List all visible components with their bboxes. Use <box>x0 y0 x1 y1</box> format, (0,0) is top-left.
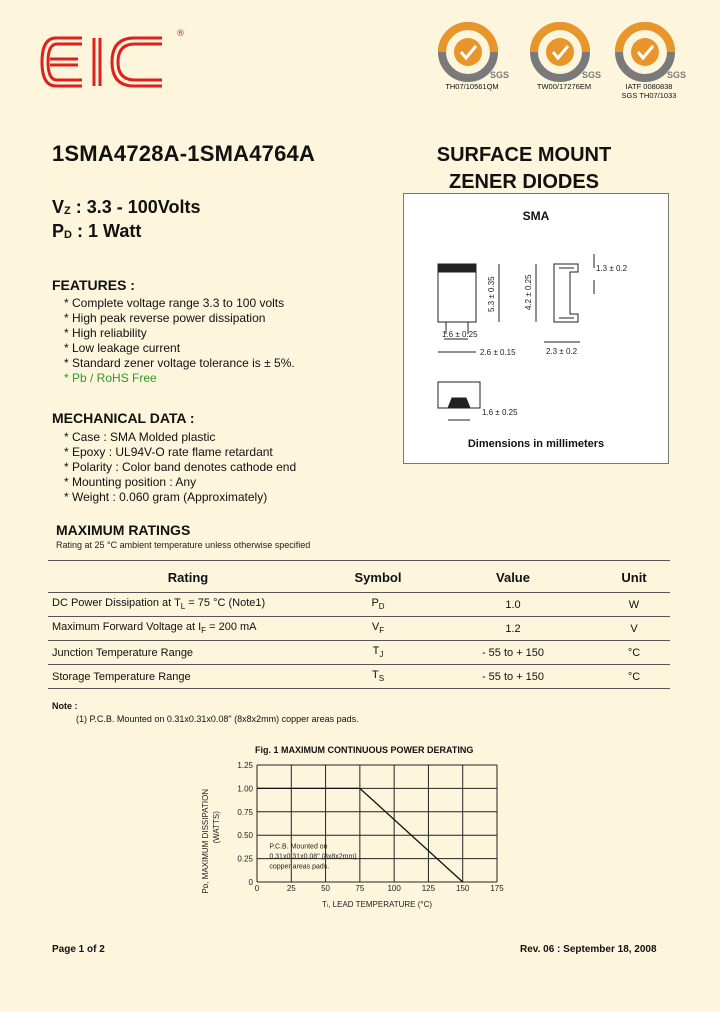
list-item: * Polarity : Color band denotes cathode end <box>64 460 297 474</box>
features-list <box>64 296 295 386</box>
list-item: * Mounting position : Any <box>64 475 197 489</box>
y-axis-label: Pᴅ, MAXIMUM DISSIPATION <box>201 788 210 894</box>
ratings-condition: Rating at 25 °C ambient temperature unless otherwise specified <box>56 540 311 550</box>
revision: Rev. 06 : September 18, 2008 <box>520 944 657 955</box>
x-tick-label: 100 <box>387 884 401 893</box>
column-header: Unit <box>598 561 670 593</box>
list-item: * Case : SMA Molded plastic <box>64 430 216 444</box>
x-tick-label: 25 <box>286 884 296 893</box>
list-item: * Weight : 0.060 gram (Approximately) <box>64 490 268 504</box>
features-heading: FEATURES : <box>52 277 135 293</box>
dim-label: 1.6 ± 0.25 <box>442 330 478 339</box>
mechanical-heading: MECHANICAL DATA : <box>52 410 195 426</box>
page-number: Page 1 of 2 <box>52 944 105 955</box>
pd-spec: $P_D$ : 1 Watt <box>52 221 142 241</box>
x-axis-label: Tₗ, LEAD TEMPERATURE (°C) <box>322 900 433 909</box>
list-item: * Complete voltage range 3.3 to 100 volts <box>64 296 285 310</box>
chart-annotation: P.C.B. Mounted on <box>269 843 328 851</box>
mechanical-list <box>64 430 296 505</box>
table-row: DC Power Dissipation at $T_L = 75$ °C (Note1) $P_D$ 1.0 W <box>48 593 670 617</box>
ratings-title: MAXIMUM RATINGS <box>56 522 191 538</box>
column-header: Rating <box>48 561 328 593</box>
eic-logo <box>38 24 188 94</box>
derating-chart <box>190 752 520 922</box>
list-item: * Epoxy : UL94V-O rate flame retardant <box>64 445 273 459</box>
table-row: Maximum Forward Voltage at $I_F = 200$ mA $V_F$ 1.2 V <box>48 617 670 641</box>
svg-text:SGS: SGS <box>490 70 510 80</box>
ratings-table <box>48 560 670 689</box>
x-tick-label: 75 <box>355 884 365 893</box>
y-tick-label: 1.25 <box>237 761 253 770</box>
package-name: SMA <box>522 209 550 223</box>
chart-annotation: copper areas pads. <box>269 863 330 871</box>
cert-caption: IATF 0080838 <box>625 82 673 91</box>
cert-badge-ts16949 <box>604 22 694 100</box>
package-dimension-box <box>403 193 669 464</box>
x-tick-label: 125 <box>421 884 436 893</box>
vz-spec: $V_Z$ : 3.3 - 100Volts <box>52 197 201 217</box>
cert-badge-iso14001 <box>519 22 609 91</box>
cert-caption: TW00/17276EM <box>536 82 592 91</box>
part-number-title: 1SMA4728A-1SMA4764A <box>52 141 316 166</box>
column-header: Value <box>428 561 598 593</box>
y-tick-label: 0 <box>248 878 253 887</box>
svg-text:SGS: SGS <box>667 70 687 80</box>
note-block: Note : (1) P.C.B. Mounted on 0.31x0.31x0.08" (8x8x2mm) copper areas pads. <box>52 701 359 724</box>
chart-title: Fig. 1 MAXIMUM CONTINUOUS POWER DERATING <box>255 745 474 755</box>
y-tick-label: 0.75 <box>237 807 253 817</box>
dim-label: 4.2 ± 0.25 <box>524 274 533 310</box>
cert-caption: TH07/10561QM <box>445 82 499 91</box>
dim-label: 1.3 ± 0.2 <box>596 264 628 273</box>
svg-text:SGS: SGS <box>582 70 602 80</box>
y-axis-label-unit: (WATTS) <box>212 811 221 844</box>
x-tick-label: 50 <box>321 884 331 893</box>
list-item: * Low leakage current <box>64 341 181 355</box>
dimension-footer: Dimensions in millimeters <box>467 438 605 450</box>
table-row: Junction Temperature Range $T_J$ - 55 to + 150 °C <box>48 641 670 665</box>
x-tick-label: 0 <box>254 884 260 893</box>
y-tick-label: 0.50 <box>237 831 253 841</box>
list-item: * Standard zener voltage tolerance is ± 5%. <box>64 356 295 370</box>
list-item: * High reliability <box>64 326 147 340</box>
y-tick-label: 1.00 <box>237 784 253 794</box>
table-row: Storage Temperature Range $T_S$ - 55 to + 150 °C <box>48 665 670 689</box>
package-drawing <box>404 194 668 463</box>
dim-label: 2.3 ± 0.2 <box>546 347 578 356</box>
chart-annotation: 0.31x0.31x0.08" (8x8x2mm) <box>269 853 357 861</box>
cert-caption: SGS TH07/1033 <box>621 91 677 100</box>
column-header: Symbol <box>328 561 428 593</box>
x-tick-label: 150 <box>456 884 470 893</box>
dim-label: 1.6 ± 0.25 <box>482 408 518 417</box>
dim-label: 2.6 ± 0.15 <box>480 348 516 357</box>
rohs-item: * Pb / RoHS Free <box>64 371 157 385</box>
y-tick-label: 0.25 <box>237 854 253 864</box>
x-tick-label: 175 <box>490 884 504 893</box>
cert-badge-iso9001 <box>427 22 517 91</box>
svg-text:®: ® <box>176 29 185 39</box>
dim-label: 5.3 ± 0.35 <box>487 276 496 312</box>
list-item: * High peak reverse power dissipation <box>64 311 266 325</box>
product-type-title: SURFACE MOUNT ZENER DIODES <box>436 144 612 193</box>
